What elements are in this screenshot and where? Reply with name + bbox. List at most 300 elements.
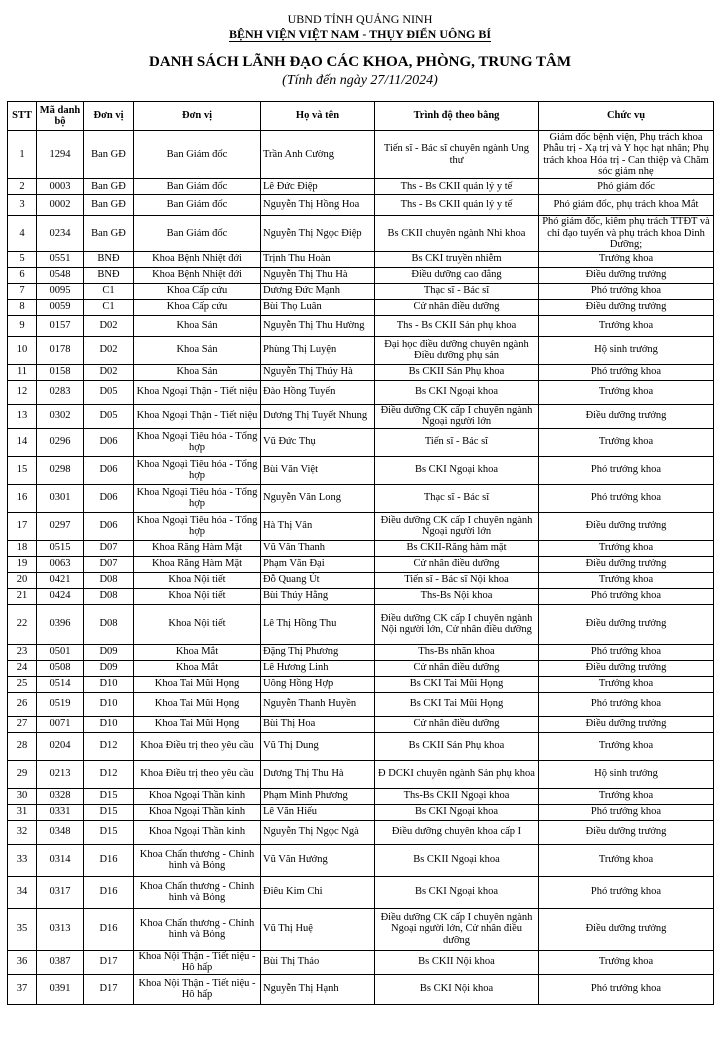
cell-stt: 35 [8,908,37,950]
table-body [8,131,714,1005]
cell-name: Trần Anh Cường [261,131,375,179]
cell-position: Trưởng khoa [539,572,714,588]
cell-stt: 9 [8,315,37,336]
cell-code: 0213 [37,760,84,788]
cell-qualification: Bs CKII Sản Phụ khoa [375,364,539,380]
cell-unit-code: D05 [84,380,134,404]
cell-unit: Khoa Nội tiết [134,588,261,604]
cell-unit-code: D02 [84,315,134,336]
cell-name: Vũ Văn Thanh [261,540,375,556]
cell-name: Nguyễn Thị Ngọc Ngà [261,820,375,844]
cell-code: 0551 [37,251,84,267]
cell-name: Nguyễn Thanh Huyền [261,692,375,716]
col-header-qualification: Trình độ theo bằng [375,102,539,131]
cell-qualification: Bs CKI Ngoại khoa [375,380,539,404]
cell-unit-code: D07 [84,540,134,556]
cell-stt: 25 [8,676,37,692]
cell-stt: 5 [8,251,37,267]
cell-qualification: Bs CKI Tai Mũi Họng [375,676,539,692]
cell-stt: 10 [8,336,37,364]
table-row [8,588,714,604]
cell-code: 0501 [37,644,84,660]
cell-stt: 34 [8,876,37,908]
cell-unit: Khoa Chấn thương - Chỉnh hình và Bỏng [134,844,261,876]
cell-code: 0301 [37,484,84,512]
cell-qualification: Bs CKI Ngoại khoa [375,804,539,820]
cell-qualification: Ths-Bs nhãn khoa [375,644,539,660]
cell-qualification: Bs CKII chuyên ngành Nhi khoa [375,216,539,252]
table-row [8,660,714,676]
cell-position: Phó trưởng khoa [539,692,714,716]
cell-unit-code: D15 [84,804,134,820]
cell-position: Giám đốc bệnh viện, Phụ trách khoa Phẫu trị - Xạ trị và Y học hạt nhân; Phụ trách khoa Hóa trị - Can thiệp và Chăm sóc giảm nhẹ [539,131,714,179]
table-row [8,315,714,336]
table-row [8,760,714,788]
table-row [8,404,714,428]
cell-position: Phó trưởng khoa [539,876,714,908]
cell-code: 0387 [37,950,84,974]
cell-unit: Khoa Chấn thương - Chỉnh hình và Bỏng [134,876,261,908]
cell-qualification: Ths-Bs Nội khoa [375,588,539,604]
cell-code: 0234 [37,216,84,252]
cell-name: Bùi Văn Việt [261,456,375,484]
cell-unit: Khoa Sản [134,364,261,380]
cell-qualification: Ths-Bs CKII Ngoại khoa [375,788,539,804]
cell-code: 0095 [37,283,84,299]
cell-unit: Khoa Sản [134,336,261,364]
table-row [8,908,714,950]
cell-unit-code: D16 [84,844,134,876]
cell-qualification: Bs CKI Nội khoa [375,974,539,1004]
cell-stt: 4 [8,216,37,252]
cell-unit-code: C1 [84,299,134,315]
table-row [8,732,714,760]
cell-name: Lê Văn Hiếu [261,804,375,820]
cell-position: Điều dưỡng trưởng [539,716,714,732]
cell-unit-code: D12 [84,760,134,788]
cell-unit: Khoa Ngoại Tiêu hóa - Tổng hợp [134,512,261,540]
cell-qualification: Tiến sĩ - Bác sĩ chuyên ngành Ung thư [375,131,539,179]
cell-name: Bùi Thị Hoa [261,716,375,732]
cell-name: Phùng Thị Luyện [261,336,375,364]
cell-name: Nguyễn Thị Thúy Hà [261,364,375,380]
cell-qualification: Ths - Bs CKII quản lý y tế [375,179,539,195]
document-title: DANH SÁCH LÃNH ĐẠO CÁC KHOA, PHÒNG, TRUNG TÂM [149,54,571,70]
cell-name: Nguyễn Thị Hồng Hoa [261,195,375,216]
cell-code: 0298 [37,456,84,484]
cell-stt: 29 [8,760,37,788]
table-row [8,572,714,588]
cell-name: Dương Thị Tuyết Nhung [261,404,375,428]
cell-unit: Khoa Ngoại Thận - Tiết niệu [134,380,261,404]
cell-name: Vũ Thị Dung [261,732,375,760]
cell-code: 0317 [37,876,84,908]
cell-qualification: Điều dưỡng CK cấp I chuyên ngành Ngoại người lớn [375,512,539,540]
cell-code: 0204 [37,732,84,760]
cell-position: Điều dưỡng trưởng [539,512,714,540]
table-row [8,364,714,380]
cell-unit-code: D17 [84,950,134,974]
cell-name: Đào Hồng Tuyến [261,380,375,404]
cell-stt: 7 [8,283,37,299]
cell-unit-code: D09 [84,660,134,676]
cell-position: Trưởng khoa [539,732,714,760]
cell-name: Phạm Văn Đại [261,556,375,572]
cell-name: Đỗ Quang Út [261,572,375,588]
cell-unit: Khoa Chấn thương - Chỉnh hình và Bỏng [134,908,261,950]
table-row [8,216,714,252]
cell-name: Bùi Thọ Luân [261,299,375,315]
cell-position: Phó trưởng khoa [539,804,714,820]
cell-name: Lê Đức Điệp [261,179,375,195]
table-row [8,336,714,364]
cell-unit-code: Ban GĐ [84,195,134,216]
cell-code: 0424 [37,588,84,604]
table-row [8,788,714,804]
table-row [8,844,714,876]
cell-code: 0514 [37,676,84,692]
cell-name: Nguyễn Thị Hạnh [261,974,375,1004]
cell-qualification: Bs CKI Ngoại khoa [375,876,539,908]
cell-qualification: Đ DCKI chuyên ngành Sản phụ khoa [375,760,539,788]
cell-unit-code: D06 [84,456,134,484]
cell-code: 0297 [37,512,84,540]
cell-qualification: Cử nhân điều dưỡng [375,299,539,315]
cell-stt: 28 [8,732,37,760]
cell-qualification: Bs CKI truyền nhiễm [375,251,539,267]
cell-unit-code: Ban GĐ [84,216,134,252]
cell-unit: Khoa Mắt [134,644,261,660]
cell-position: Trưởng khoa [539,676,714,692]
cell-unit: Khoa Ngoại Thận - Tiết niệu [134,404,261,428]
cell-position: Trưởng khoa [539,788,714,804]
table-row [8,644,714,660]
cell-unit-code: D06 [84,512,134,540]
cell-name: Bùi Thị Thảo [261,950,375,974]
cell-name: Dương Thị Thu Hà [261,760,375,788]
cell-position: Phó trưởng khoa [539,364,714,380]
cell-qualification: Cử nhân điều dưỡng [375,660,539,676]
cell-stt: 11 [8,364,37,380]
cell-stt: 23 [8,644,37,660]
cell-name: Uông Hồng Hợp [261,676,375,692]
table-row [8,676,714,692]
cell-unit-code: Ban GĐ [84,179,134,195]
cell-qualification: Ths - Bs CKII quản lý y tế [375,195,539,216]
cell-stt: 33 [8,844,37,876]
cell-code: 0283 [37,380,84,404]
table-row [8,428,714,456]
cell-qualification: Cử nhân điều dưỡng [375,716,539,732]
cell-qualification: Tiến sĩ - Bác sĩ [375,428,539,456]
cell-code: 0391 [37,974,84,1004]
table-row [8,716,714,732]
cell-name: Nguyễn Thị Thu Hường [261,315,375,336]
cell-position: Phó trưởng khoa [539,644,714,660]
cell-position: Phó trưởng khoa [539,456,714,484]
cell-position: Điều dưỡng trưởng [539,604,714,644]
cell-stt: 17 [8,512,37,540]
cell-qualification: Bs CKII Sản Phụ khoa [375,732,539,760]
cell-position: Phó giám đốc, kiêm phụ trách TTĐT và chỉ đạo tuyến và phụ trách khoa Dinh Dưỡng; [539,216,714,252]
cell-unit: Khoa Điều trị theo yêu cầu [134,760,261,788]
cell-stt: 37 [8,974,37,1004]
cell-name: Lê Hương Linh [261,660,375,676]
cell-qualification: Bs CKI Ngoại khoa [375,456,539,484]
cell-code: 0296 [37,428,84,456]
col-header-position: Chức vụ [539,102,714,131]
cell-name: Trịnh Thu Hoàn [261,251,375,267]
cell-unit: Khoa Nội tiết [134,572,261,588]
cell-code: 0157 [37,315,84,336]
cell-qualification: Tiến sĩ - Bác sĩ Nội khoa [375,572,539,588]
hospital-name [0,27,720,42]
cell-unit-code: BNĐ [84,251,134,267]
cell-code: 0519 [37,692,84,716]
cell-code: 0328 [37,788,84,804]
cell-unit-code: D02 [84,336,134,364]
cell-unit: Khoa Ngoại Tiêu hóa - Tổng hợp [134,456,261,484]
cell-qualification: Điều dưỡng CK cấp I chuyên ngành Nội người lớn, Cử nhân điều dưỡng [375,604,539,644]
cell-position: Phó giám đốc, phụ trách khoa Mắt [539,195,714,216]
cell-unit: Khoa Mắt [134,660,261,676]
cell-unit: Khoa Sản [134,315,261,336]
cell-unit: Khoa Ngoại Thần kinh [134,820,261,844]
cell-stt: 14 [8,428,37,456]
cell-code: 1294 [37,131,84,179]
cell-unit-code: D10 [84,716,134,732]
table-row [8,876,714,908]
cell-code: 0063 [37,556,84,572]
cell-name: Vũ Đức Thụ [261,428,375,456]
cell-position: Phó trưởng khoa [539,484,714,512]
cell-code: 0314 [37,844,84,876]
cell-stt: 21 [8,588,37,604]
table-row [8,456,714,484]
cell-code: 0515 [37,540,84,556]
cell-stt: 18 [8,540,37,556]
cell-unit: Ban Giám đốc [134,131,261,179]
table-row [8,484,714,512]
cell-stt: 12 [8,380,37,404]
cell-stt: 8 [8,299,37,315]
cell-stt: 1 [8,131,37,179]
cell-code: 0003 [37,179,84,195]
cell-name: Vũ Văn Hướng [261,844,375,876]
cell-name: Hà Thị Vân [261,512,375,540]
cell-stt: 16 [8,484,37,512]
cell-stt: 22 [8,604,37,644]
table-row [8,820,714,844]
cell-name: Phạm Minh Phương [261,788,375,804]
cell-stt: 19 [8,556,37,572]
cell-qualification: Điều dưỡng CK cấp I chuyên ngành Ngoại người lớn [375,404,539,428]
cell-stt: 31 [8,804,37,820]
cell-code: 0421 [37,572,84,588]
cell-unit-code: BNĐ [84,267,134,283]
table-row [8,974,714,1004]
cell-stt: 6 [8,267,37,283]
cell-stt: 36 [8,950,37,974]
cell-qualification: Bs CKII Nội khoa [375,950,539,974]
cell-stt: 27 [8,716,37,732]
cell-code: 0002 [37,195,84,216]
cell-name: Bùi Thúy Hằng [261,588,375,604]
cell-unit-code: D10 [84,676,134,692]
cell-qualification: Đại học điều dưỡng chuyên ngành Điều dưỡng phụ sản [375,336,539,364]
cell-unit: Khoa Răng Hàm Mặt [134,556,261,572]
leadership-table [7,101,714,1005]
cell-position: Điều dưỡng trưởng [539,404,714,428]
cell-name: Nguyễn Thị Ngọc Điệp [261,216,375,252]
cell-unit-code: D10 [84,692,134,716]
cell-position: Phó trưởng khoa [539,283,714,299]
cell-unit: Khoa Bệnh Nhiệt đới [134,267,261,283]
table-row [8,131,714,179]
cell-position: Điều dưỡng trưởng [539,908,714,950]
cell-unit-code: D08 [84,572,134,588]
cell-unit: Ban Giám đốc [134,179,261,195]
cell-code: 0302 [37,404,84,428]
cell-unit: Khoa Nội Thận - Tiết niệu - Hô hấp [134,974,261,1004]
authority-name: UBND TỈNH QUẢNG NINH [287,12,433,26]
table-row [8,380,714,404]
cell-position: Trưởng khoa [539,844,714,876]
cell-qualification: Bs CKII-Răng hàm mặt [375,540,539,556]
cell-unit-code: D06 [84,428,134,456]
cell-code: 0508 [37,660,84,676]
cell-unit: Khoa Ngoại Thần kinh [134,788,261,804]
cell-code: 0348 [37,820,84,844]
cell-unit: Khoa Bệnh Nhiệt đới [134,251,261,267]
cell-unit: Khoa Tai Mũi Họng [134,716,261,732]
cell-unit-code: D02 [84,364,134,380]
cell-qualification: Ths - Bs CKII Sản phụ khoa [375,315,539,336]
cell-code: 0071 [37,716,84,732]
cell-position: Phó trưởng khoa [539,974,714,1004]
cell-unit: Khoa Tai Mũi Họng [134,676,261,692]
cell-unit: Ban Giám đốc [134,195,261,216]
cell-unit-code: D16 [84,908,134,950]
cell-qualification: Điều dưỡng chuyên khoa cấp I [375,820,539,844]
cell-code: 0059 [37,299,84,315]
table-row [8,556,714,572]
cell-stt: 24 [8,660,37,676]
col-header-code: Mã danh bộ [37,102,84,131]
cell-unit: Khoa Răng Hàm Mặt [134,540,261,556]
cell-unit-code: D07 [84,556,134,572]
cell-stt: 32 [8,820,37,844]
table-row [8,692,714,716]
cell-stt: 30 [8,788,37,804]
document-subtitle: (Tính đến ngày 27/11/2024) [282,73,438,88]
cell-stt: 26 [8,692,37,716]
cell-qualification: Bs CKII Ngoại khoa [375,844,539,876]
col-header-stt: STT [8,102,37,131]
col-header-name: Họ và tên [261,102,375,131]
table-row [8,512,714,540]
cell-qualification: Cử nhân điều dưỡng [375,556,539,572]
table-row [8,804,714,820]
table-row [8,950,714,974]
cell-unit: Khoa Tai Mũi Họng [134,692,261,716]
cell-unit: Khoa Điều trị theo yêu cầu [134,732,261,760]
cell-unit: Khoa Ngoại Tiêu hóa - Tổng hợp [134,484,261,512]
cell-qualification: Điều dưỡng CK cấp I chuyên ngành Ngoại người lớn, Cử nhân điều dưỡng [375,908,539,950]
cell-code: 0548 [37,267,84,283]
cell-stt: 20 [8,572,37,588]
table-row [8,195,714,216]
cell-unit-code: Ban GĐ [84,131,134,179]
col-header-unit: Đơn vị [134,102,261,131]
cell-name: Đặng Thị Phương [261,644,375,660]
cell-unit-code: D06 [84,484,134,512]
cell-unit-code: D16 [84,876,134,908]
cell-stt: 2 [8,179,37,195]
cell-stt: 13 [8,404,37,428]
cell-code: 0178 [37,336,84,364]
cell-unit: Khoa Cấp cứu [134,283,261,299]
cell-unit: Khoa Nội Thận - Tiết niệu - Hô hấp [134,950,261,974]
table-row [8,604,714,644]
col-header-unit-code: Đơn vị [84,102,134,131]
cell-unit-code: D15 [84,788,134,804]
cell-position: Trưởng khoa [539,380,714,404]
cell-code: 0396 [37,604,84,644]
cell-code: 0331 [37,804,84,820]
cell-position: Trưởng khoa [539,251,714,267]
cell-unit-code: D05 [84,404,134,428]
cell-position: Phó trưởng khoa [539,588,714,604]
table-row [8,179,714,195]
cell-position: Phó giám đốc [539,179,714,195]
cell-code: 0158 [37,364,84,380]
cell-unit: Khoa Ngoại Tiêu hóa - Tổng hợp [134,428,261,456]
cell-name: Vũ Thị Huệ [261,908,375,950]
cell-qualification: Điều dưỡng cao đẳng [375,267,539,283]
cell-name: Điêu Kim Chi [261,876,375,908]
table-header-row [8,102,714,131]
cell-qualification: Thạc sĩ - Bác sĩ [375,283,539,299]
cell-unit-code: D09 [84,644,134,660]
cell-position: Điều dưỡng trưởng [539,820,714,844]
cell-position: Hộ sinh trưởng [539,336,714,364]
hospital-name-text: BỆNH VIỆN VIỆT NAM - THỤY ĐIỂN UÔNG BÍ [228,27,492,41]
cell-position: Điều dưỡng trưởng [539,660,714,676]
cell-position: Hộ sinh trưởng [539,760,714,788]
cell-name: Dương Đức Mạnh [261,283,375,299]
cell-stt: 3 [8,195,37,216]
cell-unit-code: D08 [84,604,134,644]
cell-name: Nguyễn Văn Long [261,484,375,512]
table-row [8,540,714,556]
cell-unit: Ban Giám đốc [134,216,261,252]
cell-unit: Khoa Nội tiết [134,604,261,644]
cell-unit-code: D15 [84,820,134,844]
cell-position: Trưởng khoa [539,950,714,974]
cell-unit-code: D17 [84,974,134,1004]
cell-position: Điều dưỡng trưởng [539,299,714,315]
cell-qualification: Bs CKI Tai Mũi Họng [375,692,539,716]
table-row [8,267,714,283]
cell-name: Lê Thị Hồng Thu [261,604,375,644]
cell-name: Nguyễn Thị Thu Hà [261,267,375,283]
cell-stt: 15 [8,456,37,484]
cell-position: Điều dưỡng trưởng [539,267,714,283]
cell-position: Điều dưỡng trưởng [539,556,714,572]
table-row [8,299,714,315]
table-row [8,283,714,299]
